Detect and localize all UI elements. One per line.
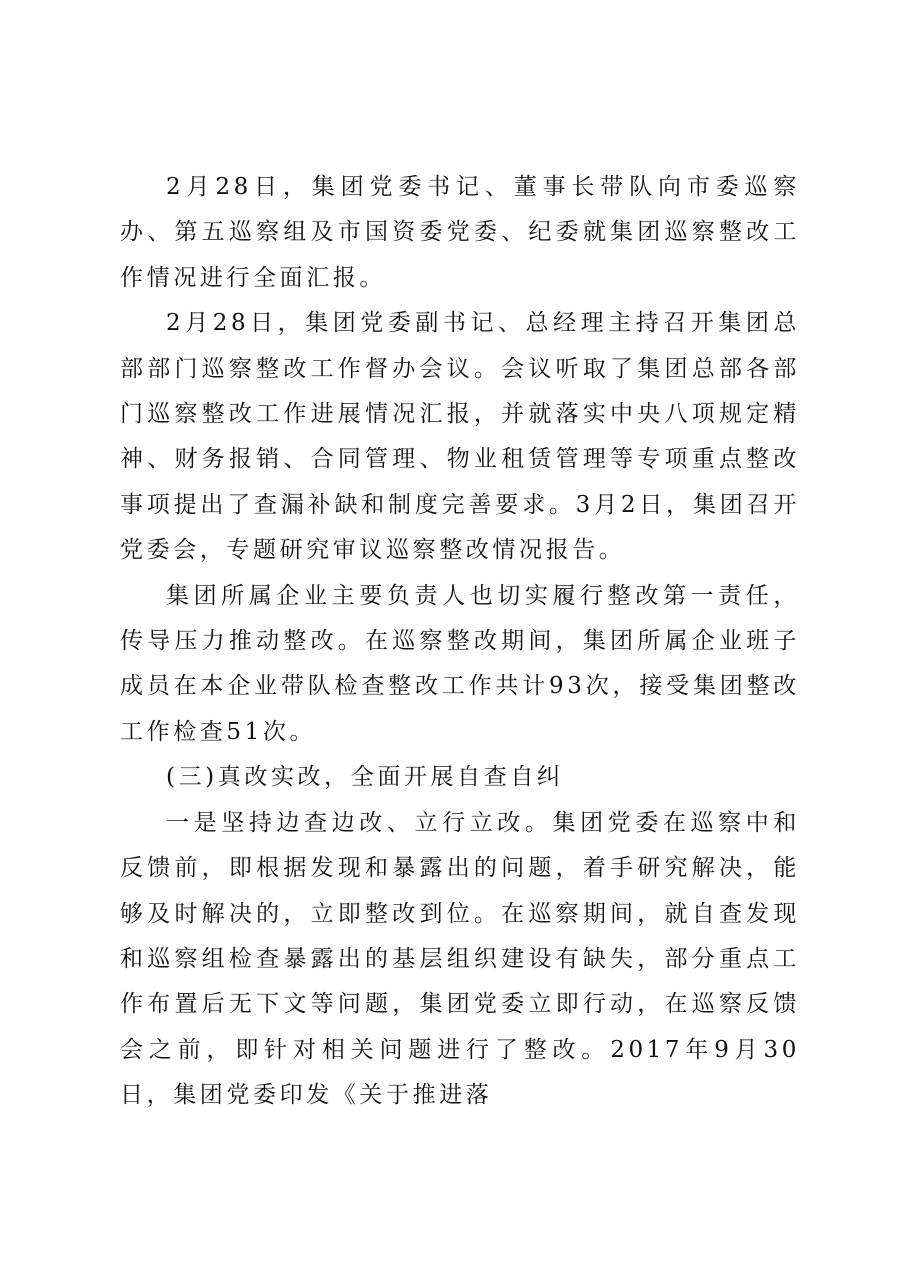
section-heading-self-inspection: (三)真改实改，全面开展自查自纠 [166,764,564,791]
paragraph-enterprise-responsibility: 集团所属企业主要负责人也切实履行整改第一责任，传导压力推动整改。在巡察整改期间，集团所属企业班子成员在本企业带队检查整改工作共计93次，接受集团整改工作检查51次。 [120,582,800,745]
document-body [120,165,800,1119]
paragraph-supervision-meeting: 2月28日，集团党委副书记、总经理主持召开集团总部部门巡察整改工作督办会议。会议听取了集团总部各部门巡察整改工作进展情况汇报，并就落实中央八项规定精神、财务报销、合同管理、物业租赁管理等专项重点整改事项提出了查漏补缺和制度完善要求。3月2日，集团召开党委会，专题研究审议巡察整改情况报告。 [120,310,800,564]
paragraph-immediate-rectification: 一是坚持边查边改、立行立改。集团党委在巡察中和反馈前，即根据发现和暴露出的问题，着手研究解决，能够及时解决的，立即整改到位。在巡察期间，就自查发现和巡察组检查暴露出的基层组织建设有缺失，部分重点工作布置后无下文等问题，集团党委立即行动，在巡察反馈会之前，即针对相关问题进行了整改。2017年9月30日，集团党委印发《关于推进落 [120,809,800,1109]
paragraph-report-to-inspection-office: 2月28日，集团党委书记、董事长带队向市委巡察办、第五巡察组及市国资委党委、纪委就集团巡察整改工作情况进行全面汇报。 [120,174,800,291]
